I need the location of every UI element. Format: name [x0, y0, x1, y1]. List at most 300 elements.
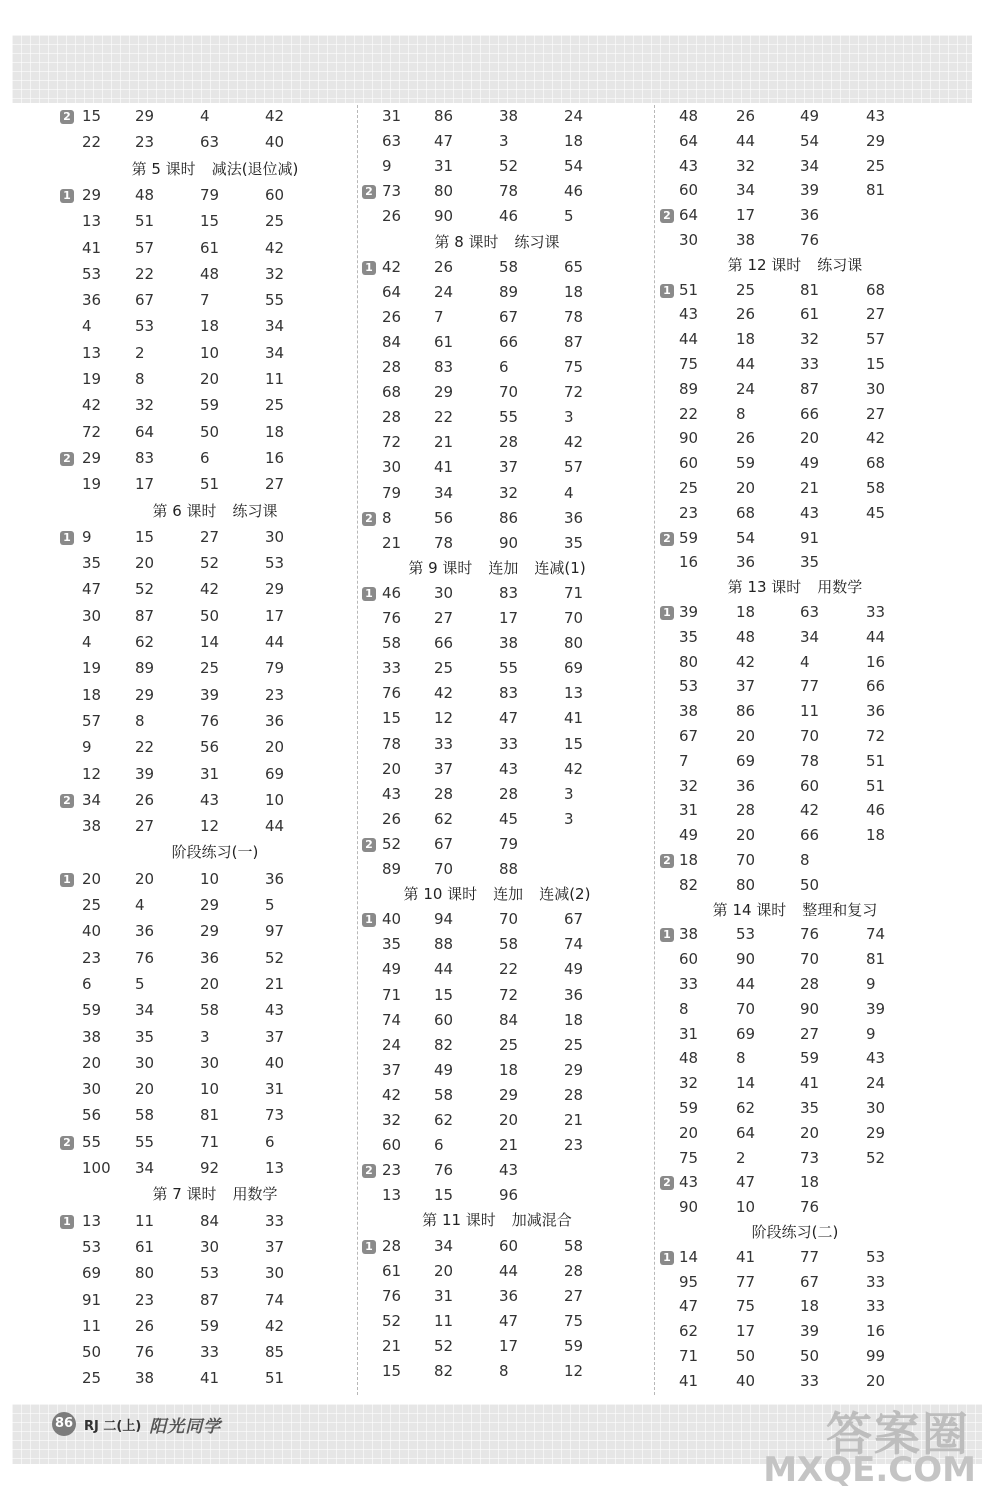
- answer-value: 56: [82, 1106, 102, 1125]
- answer-value: 22: [499, 960, 519, 979]
- question-number-badge: 1: [362, 261, 376, 275]
- answer-value: 32: [135, 396, 155, 415]
- answer-value: 6: [82, 974, 92, 993]
- answer-row: [60, 1345, 360, 1371]
- answer-row: [362, 784, 662, 812]
- answer-value: 48: [679, 107, 699, 125]
- answer-value: 3: [564, 809, 574, 828]
- answer-value: 11: [800, 702, 820, 721]
- answer-value: 33: [434, 734, 454, 753]
- answer-row: [362, 1163, 662, 1188]
- answer-row: [362, 184, 662, 209]
- answer-value: 81: [200, 1106, 220, 1125]
- answer-value: 85: [265, 1343, 285, 1362]
- answer-value: 76: [800, 1198, 820, 1217]
- answer-value: 74: [382, 1010, 402, 1029]
- answer-row: [60, 109, 360, 135]
- answer-value: 76: [200, 711, 220, 730]
- question-number-badge: 1: [660, 928, 674, 942]
- answer-value: 18: [564, 132, 584, 151]
- answer-value: 90: [679, 1198, 699, 1217]
- answer-value: 73: [265, 1106, 285, 1125]
- answer-row: [362, 1236, 662, 1264]
- answer-row: [60, 606, 360, 635]
- answer-value: 40: [265, 1053, 285, 1072]
- answer-value: 6: [265, 1132, 275, 1151]
- answer-value: 30: [135, 1053, 155, 1072]
- answer-value: 52: [200, 554, 220, 573]
- answer-value: 30: [866, 379, 886, 398]
- answer-value: 75: [564, 358, 584, 376]
- answer-value: 25: [434, 659, 454, 678]
- answer-value: 30: [866, 1099, 886, 1117]
- answer-value: 38: [82, 817, 102, 836]
- answer-value: 49: [679, 826, 699, 845]
- answer-value: 41: [564, 709, 584, 728]
- answer-value: 84: [200, 1211, 220, 1230]
- watermark-text: 答案圈: [826, 1407, 970, 1461]
- answer-value: 27: [866, 404, 886, 423]
- answer-value: 69: [736, 1024, 756, 1043]
- answer-value: 4: [135, 896, 145, 914]
- answer-value: 8: [499, 1362, 509, 1380]
- answer-value: 90: [736, 950, 756, 969]
- answer-value: 32: [382, 1111, 402, 1129]
- answer-value: 14: [200, 633, 220, 651]
- answer-value: 53: [135, 317, 155, 336]
- answer-value: 13: [564, 684, 584, 703]
- section-heading-text: 整理和复习: [802, 900, 878, 919]
- answer-value: 21: [564, 1111, 584, 1129]
- answer-value: 65: [564, 257, 584, 276]
- answer-value: 21: [382, 1336, 402, 1355]
- answer-row: [60, 1082, 360, 1108]
- answer-value: 76: [135, 948, 155, 967]
- answer-value: 28: [564, 1085, 584, 1104]
- answer-value: 59: [679, 1099, 699, 1117]
- answer-row: [660, 431, 960, 456]
- answer-value: 74: [866, 925, 886, 944]
- answer-value: 38: [135, 1369, 155, 1388]
- answer-value: 31: [382, 107, 402, 125]
- answer-row: [660, 1247, 960, 1275]
- answer-value: 75: [679, 1148, 699, 1167]
- answer-value: 82: [679, 875, 699, 894]
- answer-value: 59: [82, 1001, 102, 1020]
- answer-row: [362, 109, 662, 134]
- answer-value: 22: [135, 264, 155, 283]
- answer-value: 27: [434, 609, 454, 627]
- question-number-badge: 1: [362, 913, 376, 927]
- answer-value: 55: [499, 408, 519, 427]
- answer-row: [60, 869, 360, 898]
- answer-row: [362, 636, 662, 661]
- answer-value: 44: [736, 975, 756, 993]
- answer-value: 30: [82, 1080, 102, 1099]
- answer-row: [362, 1311, 662, 1339]
- answer-value: 43: [499, 759, 519, 778]
- answer-value: 27: [866, 305, 886, 324]
- answer-value: 33: [866, 1297, 886, 1316]
- answer-value: 92: [200, 1159, 220, 1177]
- answer-value: 50: [200, 422, 220, 441]
- answer-value: 73: [800, 1148, 820, 1167]
- answer-value: 74: [564, 935, 584, 954]
- answer-value: 28: [800, 975, 820, 993]
- question-number-badge: 2: [362, 1164, 376, 1178]
- answer-value: 72: [564, 383, 584, 402]
- answer-value: 60: [499, 1236, 519, 1255]
- answer-row: [660, 1024, 960, 1052]
- answer-value: 20: [866, 1371, 886, 1390]
- answer-value: 26: [135, 790, 155, 809]
- answer-value: 18: [564, 282, 584, 301]
- section-heading: [362, 558, 662, 586]
- answer-value: 40: [736, 1371, 756, 1390]
- answer-value: 30: [434, 583, 454, 602]
- answer-row: [362, 1010, 662, 1038]
- answer-value: 31: [434, 1286, 454, 1305]
- answer-value: 71: [564, 583, 584, 602]
- answer-value: 18: [800, 1173, 820, 1192]
- answer-value: 42: [866, 429, 886, 448]
- answer-value: 16: [866, 1322, 886, 1341]
- answer-value: 8: [382, 508, 392, 527]
- answer-value: 28: [434, 784, 454, 803]
- answer-value: 70: [736, 851, 756, 869]
- answer-value: 41: [82, 238, 102, 257]
- answer-value: 27: [800, 1024, 820, 1043]
- section-heading: [60, 501, 360, 530]
- answer-value: 36: [736, 776, 756, 795]
- answer-value: 63: [200, 133, 220, 152]
- answer-value: 80: [736, 875, 756, 894]
- answer-value: 25: [499, 1035, 519, 1054]
- section-heading-text: 用数学: [232, 1185, 278, 1204]
- answer-value: 83: [499, 583, 519, 602]
- question-number-badge: 2: [660, 854, 674, 868]
- section-heading-text: 第 7 课时: [152, 1185, 217, 1204]
- answer-value: 42: [265, 107, 285, 125]
- answer-value: 28: [499, 433, 519, 452]
- answer-row: [362, 435, 662, 460]
- section-heading-text: 练习课: [514, 232, 560, 251]
- answer-value: 40: [82, 922, 102, 941]
- answer-value: 39: [679, 603, 699, 621]
- section-heading-text: 减法(退位减): [211, 159, 299, 178]
- answer-value: 58: [434, 1085, 454, 1104]
- answer-value: 31: [434, 157, 454, 176]
- answer-value: 32: [679, 776, 699, 795]
- answer-value: 70: [800, 727, 820, 745]
- answer-value: 10: [265, 790, 285, 809]
- answer-value: 33: [499, 734, 519, 753]
- answer-row: [362, 307, 662, 335]
- answer-value: 59: [564, 1336, 584, 1355]
- answer-value: 41: [679, 1371, 699, 1390]
- answer-row: [660, 776, 960, 804]
- answer-value: 20: [200, 974, 220, 993]
- section-heading: [660, 580, 960, 605]
- answer-row: [362, 734, 662, 762]
- answer-value: 64: [679, 131, 699, 150]
- answer-value: 18: [499, 1060, 519, 1079]
- answer-row: [362, 583, 662, 611]
- answer-value: 4: [200, 107, 210, 125]
- answer-value: 35: [800, 553, 820, 572]
- answer-value: 36: [564, 985, 584, 1004]
- answer-value: 87: [135, 606, 155, 625]
- answer-row: [362, 385, 662, 410]
- answer-value: 2: [736, 1148, 746, 1167]
- answer-value: 30: [200, 1237, 220, 1256]
- answer-value: 22: [82, 133, 102, 152]
- answer-value: 81: [800, 280, 820, 299]
- answer-value: 60: [679, 181, 699, 200]
- answer-row: [362, 611, 662, 636]
- answer-value: 36: [265, 869, 285, 888]
- answer-value: 51: [866, 751, 886, 770]
- answer-value: 17: [499, 609, 519, 627]
- answer-value: 25: [82, 896, 102, 914]
- section-heading-text: 第 12 课时: [727, 255, 802, 274]
- question-number-badge: 1: [60, 873, 74, 887]
- answer-value: 57: [82, 711, 102, 730]
- answer-value: 8: [135, 711, 145, 730]
- answer-row: [660, 627, 960, 655]
- answer-value: 17: [736, 206, 756, 225]
- answer-value: 62: [434, 1111, 454, 1129]
- answer-row: [660, 828, 960, 853]
- answer-value: 23: [382, 1161, 402, 1180]
- answer-value: 83: [499, 684, 519, 703]
- question-number-badge: 1: [660, 284, 674, 298]
- answer-value: 13: [82, 343, 102, 362]
- answer-value: 53: [82, 1237, 102, 1256]
- answer-value: 18: [866, 826, 886, 845]
- answer-row: [660, 404, 960, 432]
- answer-row: [60, 740, 360, 766]
- answer-value: 9: [382, 157, 392, 176]
- answer-value: 39: [800, 181, 820, 200]
- answer-value: 82: [434, 1035, 454, 1054]
- answer-value: 69: [564, 659, 584, 678]
- answer-row: [660, 233, 960, 258]
- answer-value: 39: [800, 1322, 820, 1341]
- answer-value: 61: [135, 1237, 155, 1256]
- answer-value: 36: [800, 206, 820, 225]
- answer-value: 20: [800, 1123, 820, 1142]
- question-number-badge: 2: [60, 1136, 74, 1150]
- answer-value: 26: [135, 1316, 155, 1335]
- answer-value: 25: [564, 1035, 584, 1054]
- answer-value: 11: [82, 1316, 102, 1335]
- answer-value: 50: [200, 606, 220, 625]
- answer-value: 49: [564, 960, 584, 979]
- answer-value: 44: [434, 960, 454, 979]
- answer-value: 12: [434, 709, 454, 728]
- answer-value: 86: [736, 702, 756, 721]
- answer-value: 47: [434, 132, 454, 151]
- answer-value: 4: [82, 633, 92, 651]
- answer-value: 48: [200, 264, 220, 283]
- answer-value: 59: [679, 528, 699, 547]
- answer-value: 29: [82, 185, 102, 204]
- answer-value: 23: [679, 503, 699, 522]
- answer-value: 4: [82, 317, 92, 336]
- answer-value: 90: [499, 533, 519, 552]
- answer-row: [362, 686, 662, 711]
- answer-value: 48: [736, 627, 756, 646]
- answer-value: 64: [679, 206, 699, 225]
- answer-row: [660, 357, 960, 382]
- answer-value: 59: [736, 454, 756, 473]
- section-heading-text: 连加: [493, 885, 524, 904]
- answer-row: [362, 985, 662, 1013]
- answer-row: [660, 481, 960, 506]
- answer-row: [60, 764, 360, 793]
- answer-value: 23: [564, 1136, 584, 1155]
- answer-value: 44: [866, 627, 886, 646]
- answer-row: [60, 238, 360, 267]
- answer-row: [60, 948, 360, 977]
- answer-value: 29: [866, 131, 886, 150]
- answer-value: 48: [135, 185, 155, 204]
- answer-value: 24: [866, 1074, 886, 1093]
- answer-value: 36: [82, 291, 102, 310]
- answer-value: 60: [382, 1136, 402, 1155]
- answer-value: 67: [135, 291, 155, 310]
- answer-value: 66: [800, 826, 820, 845]
- answer-value: 30: [265, 1264, 285, 1283]
- answer-value: 80: [135, 1264, 155, 1283]
- answer-value: 64: [135, 422, 155, 441]
- answer-value: 44: [736, 131, 756, 150]
- answer-value: 61: [434, 332, 454, 351]
- answer-value: 44: [679, 330, 699, 349]
- answer-value: 60: [800, 776, 820, 795]
- answer-value: 34: [800, 627, 820, 646]
- answer-value: 29: [200, 896, 220, 914]
- answer-value: 33: [866, 1272, 886, 1291]
- answer-row: [362, 1261, 662, 1289]
- answer-value: 54: [800, 131, 820, 150]
- answer-value: 26: [736, 429, 756, 448]
- answer-value: 87: [800, 379, 820, 398]
- answer-value: 35: [564, 533, 584, 552]
- answer-value: 35: [135, 1027, 155, 1046]
- answer-value: 58: [135, 1106, 155, 1125]
- answer-value: 61: [382, 1261, 402, 1280]
- answer-value: 70: [499, 383, 519, 402]
- answer-row: [660, 977, 960, 1002]
- answer-value: 49: [434, 1060, 454, 1079]
- answer-value: 44: [265, 633, 285, 651]
- answer-value: 37: [265, 1237, 285, 1256]
- answer-value: 17: [736, 1322, 756, 1341]
- answer-value: 57: [135, 238, 155, 257]
- answer-value: 10: [736, 1198, 756, 1217]
- section-heading-text: 第 11 课时: [422, 1211, 496, 1230]
- answer-value: 17: [499, 1336, 519, 1355]
- answer-row: [362, 809, 662, 837]
- answer-value: 77: [736, 1272, 756, 1291]
- answer-value: 59: [200, 396, 220, 415]
- answer-value: 11: [434, 1311, 454, 1330]
- answer-value: 36: [135, 922, 155, 941]
- answer-value: 50: [800, 875, 820, 894]
- answer-row: [660, 456, 960, 481]
- section-heading-text: 第 8 课时: [434, 232, 499, 251]
- answer-value: 43: [499, 1161, 519, 1180]
- answer-value: 86: [434, 107, 454, 125]
- answer-value: 53: [679, 677, 699, 696]
- section-heading: [60, 159, 360, 188]
- answer-value: 91: [800, 528, 820, 547]
- question-number-badge: 1: [60, 1215, 74, 1229]
- answer-value: 78: [382, 734, 402, 753]
- answer-value: 27: [564, 1286, 584, 1305]
- answer-row: [60, 1108, 360, 1134]
- answer-row: [660, 1272, 960, 1300]
- answer-value: 46: [382, 583, 402, 602]
- answer-row: [660, 875, 960, 903]
- answer-value: 47: [736, 1173, 756, 1192]
- answer-value: 24: [564, 107, 584, 125]
- answer-value: 18: [800, 1297, 820, 1316]
- answer-value: 31: [679, 1024, 699, 1043]
- answer-row: [660, 803, 960, 828]
- answer-row: [660, 1371, 960, 1399]
- answer-value: 42: [265, 1316, 285, 1335]
- section-heading: [660, 1225, 960, 1250]
- question-number-badge: 2: [362, 512, 376, 526]
- answer-value: 26: [382, 207, 402, 226]
- answer-value: 34: [434, 483, 454, 502]
- answer-value: 25: [736, 280, 756, 299]
- answer-value: 37: [382, 1060, 402, 1079]
- answer-value: 53: [736, 925, 756, 944]
- answer-value: 20: [82, 1053, 102, 1072]
- answer-row: [660, 183, 960, 208]
- answer-value: 25: [679, 479, 699, 497]
- answer-value: 43: [866, 1049, 886, 1068]
- answer-value: 57: [866, 330, 886, 349]
- answer-value: 79: [265, 659, 285, 678]
- answer-row: [60, 635, 360, 661]
- answer-value: 37: [265, 1027, 285, 1046]
- answer-row: [362, 533, 662, 561]
- answer-value: 38: [679, 702, 699, 721]
- answer-value: 36: [499, 1286, 519, 1305]
- question-number-badge: 2: [362, 838, 376, 852]
- answer-value: 15: [434, 985, 454, 1004]
- answer-value: 24: [434, 282, 454, 301]
- answer-row: [362, 1336, 662, 1364]
- answer-value: 5: [135, 974, 145, 993]
- answer-value: 36: [200, 948, 220, 967]
- answer-value: 15: [564, 734, 584, 753]
- answer-value: 8: [736, 404, 746, 423]
- answer-row: [60, 556, 360, 582]
- answer-value: 22: [434, 408, 454, 427]
- section-heading: [362, 1213, 662, 1238]
- answer-row: [660, 1324, 960, 1349]
- section-heading: [660, 900, 960, 928]
- answer-value: 62: [679, 1322, 699, 1341]
- answer-value: 81: [866, 181, 886, 200]
- answer-value: 18: [265, 422, 285, 441]
